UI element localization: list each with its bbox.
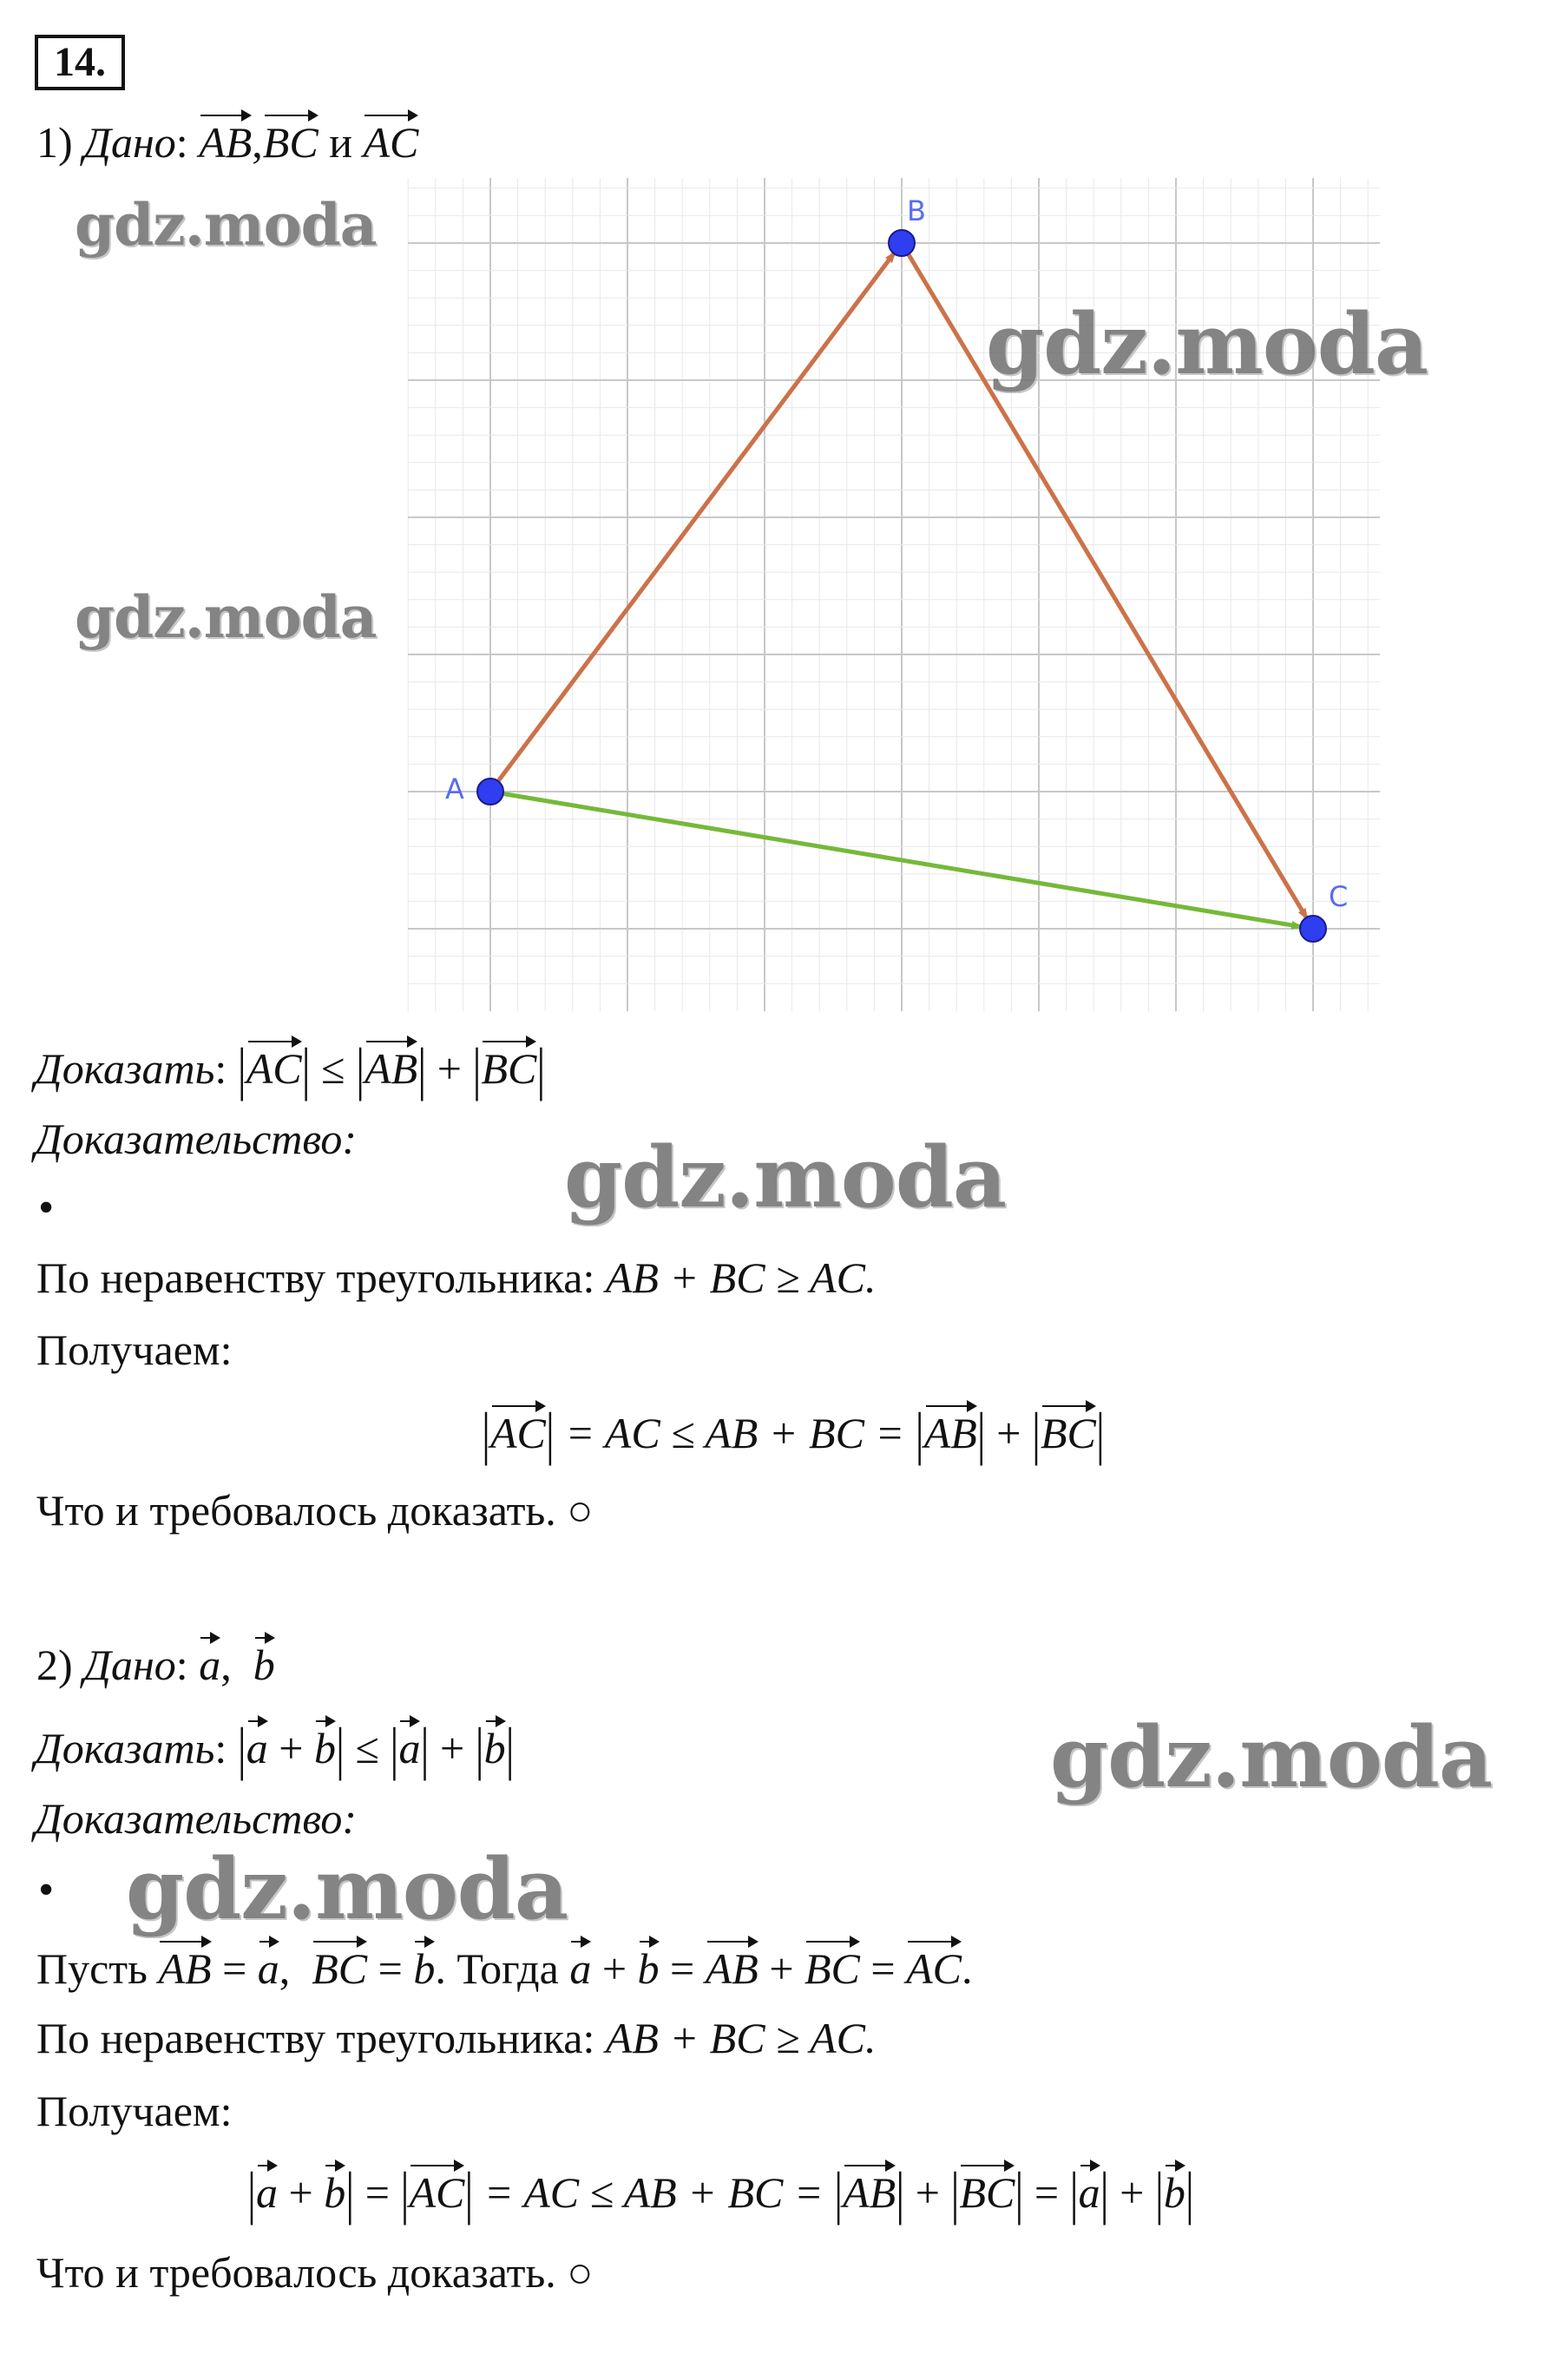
- vector-bc: BC: [263, 111, 319, 168]
- watermark: gdz.moda: [126, 1840, 568, 1938]
- watermark: gdz.moda: [75, 191, 377, 259]
- watermark: gdz.moda: [564, 1128, 1007, 1226]
- part2-prove-word: Доказать: [35, 1724, 215, 1772]
- part1-bullet: •: [38, 1183, 55, 1233]
- part2-triangle-text: По неравенству треугольника:: [36, 2014, 595, 2062]
- point-label-a: A: [445, 773, 464, 805]
- part2-given-word: Дано: [83, 1640, 176, 1689]
- watermark: gdz.moda: [986, 295, 1428, 393]
- vector-ac: AC: [363, 111, 418, 168]
- vector-ac-arrow: [490, 792, 1301, 927]
- part2-triangle-line: [36, 2012, 877, 2064]
- point-label-b: B: [907, 194, 926, 227]
- part2-given-line: 2) Дано: a, b: [36, 1634, 275, 1691]
- point-b: [889, 230, 915, 256]
- part2-result-formula: |a + b| = |AC| = AC ≤ AB + BC = |AB| + |BC| = |a| + |b|: [247, 2160, 1194, 2225]
- part1-triangle-text: По неравенству треугольника:: [36, 1253, 595, 1302]
- part1-prove-line: Доказать: |AC| ≤ |AB| + |BC|: [35, 1035, 546, 1101]
- part2-proof-heading: Доказательство:: [35, 1794, 358, 1843]
- part2-let-word: Пусть: [36, 1944, 148, 1993]
- part2-triangle-math: AB + BC ≥ AC.: [605, 2014, 877, 2062]
- part1-proof-word: Доказательство: [35, 1114, 343, 1163]
- part2-let-line: Пусть AB = a, BC = b. Тогда a + b = AB + BC = AC.: [36, 1937, 973, 1995]
- point-a: [477, 779, 503, 805]
- point-c: [1300, 916, 1326, 942]
- part1-given-line: 1) Дано: AB,BC и AC: [36, 111, 418, 168]
- part1-given-word: Дано: [83, 118, 176, 167]
- part2-conclusion: Что и требовалось доказать. ○: [36, 2248, 594, 2297]
- part1-triangle-math: AB + BC ≥ AC.: [605, 1253, 877, 1302]
- part2-proof-word: Доказательство: [35, 1794, 343, 1843]
- part1-triangle-line: [36, 1252, 877, 1304]
- part1-prove-word: Доказать: [35, 1044, 215, 1093]
- part2-then-word: Тогда: [456, 1944, 559, 1993]
- part1-given-conj: и: [329, 118, 352, 167]
- part2-prove-line: Доказать: |a + b| ≤ |a| + |b|: [35, 1715, 515, 1781]
- part1-result-formula: |AC| = AC ≤ AB + BC = |AB| + |BC|: [482, 1400, 1105, 1466]
- watermark: gdz.moda: [1050, 1708, 1493, 1806]
- part1-proof-heading: Доказательство:: [35, 1114, 358, 1163]
- vector-ab: AB: [199, 111, 252, 168]
- part2-bullet: •: [38, 1865, 55, 1915]
- part2-obtain: Получаем:: [36, 2087, 233, 2135]
- point-label-c: C: [1329, 880, 1349, 913]
- part1-obtain: Получаем:: [36, 1325, 233, 1374]
- part2-label: 2): [36, 1640, 73, 1689]
- part1-label: 1): [36, 118, 73, 167]
- part1-conclusion: Что и требовалось доказать. ○: [36, 1486, 594, 1535]
- vector-ab-arrow: [490, 253, 895, 792]
- problem-number: 14.: [35, 35, 125, 90]
- watermark: gdz.moda: [75, 583, 377, 651]
